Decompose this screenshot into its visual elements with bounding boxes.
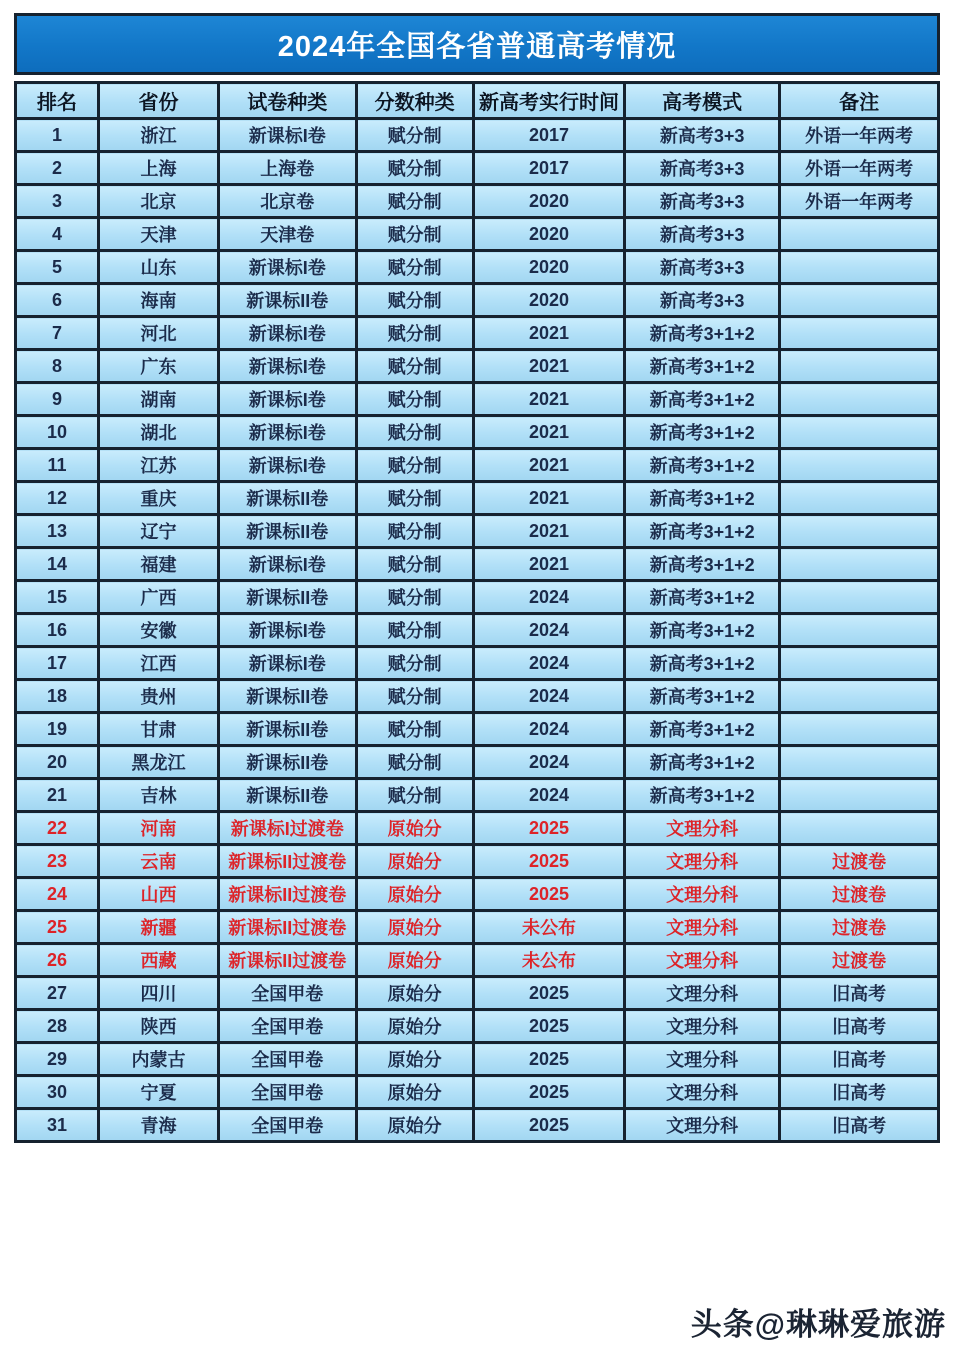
cell-note: 过渡卷 <box>780 911 939 944</box>
cell-note <box>780 515 939 548</box>
cell-paper: 新课标I卷 <box>219 449 357 482</box>
cell-paper: 新课标II卷 <box>219 581 357 614</box>
cell-mode: 新高考3+1+2 <box>625 383 780 416</box>
cell-province: 海南 <box>99 284 219 317</box>
cell-paper: 新课标I过渡卷 <box>219 812 357 845</box>
cell-province: 河北 <box>99 317 219 350</box>
column-header-rank: 排名 <box>16 83 99 119</box>
table-row <box>16 944 939 977</box>
cell-rank: 31 <box>16 1109 99 1142</box>
cell-province: 黑龙江 <box>99 746 219 779</box>
column-header-paper-type: 试卷种类 <box>219 83 357 119</box>
table-row <box>16 185 939 218</box>
cell-paper: 新课标I卷 <box>219 383 357 416</box>
table-row <box>16 218 939 251</box>
table-row <box>16 779 939 812</box>
cell-year: 2021 <box>473 383 624 416</box>
cell-rank: 10 <box>16 416 99 449</box>
cell-mode: 新高考3+1+2 <box>625 548 780 581</box>
cell-note <box>780 218 939 251</box>
cell-paper: 新课标I卷 <box>219 119 357 152</box>
table-row <box>16 977 939 1010</box>
cell-rank: 19 <box>16 713 99 746</box>
cell-year: 2024 <box>473 581 624 614</box>
cell-note <box>780 713 939 746</box>
cell-score: 赋分制 <box>356 647 473 680</box>
cell-mode: 新高考3+1+2 <box>625 647 780 680</box>
cell-mode: 新高考3+1+2 <box>625 779 780 812</box>
cell-year: 2017 <box>473 152 624 185</box>
cell-year: 2025 <box>473 1076 624 1109</box>
column-header-mode: 高考模式 <box>625 83 780 119</box>
cell-note <box>780 317 939 350</box>
table-body <box>16 119 939 1142</box>
cell-paper: 新课标II卷 <box>219 482 357 515</box>
cell-paper: 新课标II过渡卷 <box>219 944 357 977</box>
header-row <box>16 83 939 119</box>
cell-note <box>780 581 939 614</box>
cell-province: 甘肃 <box>99 713 219 746</box>
table-row <box>16 284 939 317</box>
cell-score: 赋分制 <box>356 581 473 614</box>
cell-province: 山东 <box>99 251 219 284</box>
cell-paper: 新课标I卷 <box>219 647 357 680</box>
cell-score: 赋分制 <box>356 317 473 350</box>
cell-mode: 新高考3+1+2 <box>625 515 780 548</box>
cell-year: 2021 <box>473 449 624 482</box>
cell-mode: 新高考3+1+2 <box>625 416 780 449</box>
cell-score: 原始分 <box>356 944 473 977</box>
cell-score: 赋分制 <box>356 779 473 812</box>
cell-note: 外语一年两考 <box>780 119 939 152</box>
cell-score: 原始分 <box>356 1010 473 1043</box>
cell-province: 新疆 <box>99 911 219 944</box>
cell-score: 原始分 <box>356 1076 473 1109</box>
cell-year: 2024 <box>473 713 624 746</box>
table-row <box>16 383 939 416</box>
cell-note <box>780 812 939 845</box>
cell-province: 四川 <box>99 977 219 1010</box>
cell-paper: 全国甲卷 <box>219 1076 357 1109</box>
table-row <box>16 482 939 515</box>
cell-paper: 新课标I卷 <box>219 548 357 581</box>
cell-score: 原始分 <box>356 911 473 944</box>
column-header-note: 备注 <box>780 83 939 119</box>
cell-province: 山西 <box>99 878 219 911</box>
table-header <box>16 83 939 119</box>
cell-rank: 8 <box>16 350 99 383</box>
cell-note <box>780 614 939 647</box>
cell-paper: 新课标II过渡卷 <box>219 878 357 911</box>
table-row <box>16 1109 939 1142</box>
cell-score: 赋分制 <box>356 251 473 284</box>
cell-rank: 7 <box>16 317 99 350</box>
cell-mode: 新高考3+1+2 <box>625 746 780 779</box>
cell-year: 2017 <box>473 119 624 152</box>
cell-score: 赋分制 <box>356 416 473 449</box>
cell-mode: 新高考3+1+2 <box>625 581 780 614</box>
column-header-province: 省份 <box>99 83 219 119</box>
cell-paper: 北京卷 <box>219 185 357 218</box>
gaokao-table <box>14 81 940 1143</box>
table-row <box>16 647 939 680</box>
cell-mode: 文理分科 <box>625 944 780 977</box>
cell-province: 福建 <box>99 548 219 581</box>
cell-paper: 全国甲卷 <box>219 1010 357 1043</box>
cell-score: 赋分制 <box>356 713 473 746</box>
cell-rank: 6 <box>16 284 99 317</box>
cell-paper: 新课标II卷 <box>219 515 357 548</box>
cell-rank: 24 <box>16 878 99 911</box>
cell-year: 2024 <box>473 647 624 680</box>
cell-paper: 新课标I卷 <box>219 317 357 350</box>
cell-mode: 新高考3+3 <box>625 119 780 152</box>
cell-mode: 文理分科 <box>625 1076 780 1109</box>
cell-mode: 文理分科 <box>625 1043 780 1076</box>
cell-rank: 25 <box>16 911 99 944</box>
cell-paper: 新课标II过渡卷 <box>219 845 357 878</box>
cell-score: 赋分制 <box>356 515 473 548</box>
table-row <box>16 350 939 383</box>
cell-mode: 新高考3+1+2 <box>625 614 780 647</box>
cell-year: 2020 <box>473 185 624 218</box>
cell-mode: 新高考3+1+2 <box>625 449 780 482</box>
table-row <box>16 581 939 614</box>
cell-score: 赋分制 <box>356 350 473 383</box>
cell-paper: 新课标I卷 <box>219 416 357 449</box>
cell-mode: 新高考3+1+2 <box>625 680 780 713</box>
cell-note <box>780 647 939 680</box>
cell-score: 赋分制 <box>356 614 473 647</box>
cell-rank: 11 <box>16 449 99 482</box>
table-row <box>16 746 939 779</box>
cell-score: 赋分制 <box>356 680 473 713</box>
cell-paper: 新课标II卷 <box>219 779 357 812</box>
table-row <box>16 416 939 449</box>
cell-note: 外语一年两考 <box>780 185 939 218</box>
cell-year: 未公布 <box>473 944 624 977</box>
cell-rank: 17 <box>16 647 99 680</box>
cell-province: 江西 <box>99 647 219 680</box>
cell-rank: 16 <box>16 614 99 647</box>
cell-year: 2021 <box>473 317 624 350</box>
cell-mode: 新高考3+3 <box>625 152 780 185</box>
table-row <box>16 548 939 581</box>
cell-province: 重庆 <box>99 482 219 515</box>
cell-note <box>780 251 939 284</box>
cell-mode: 文理分科 <box>625 812 780 845</box>
cell-score: 赋分制 <box>356 152 473 185</box>
cell-score: 原始分 <box>356 977 473 1010</box>
cell-score: 赋分制 <box>356 746 473 779</box>
cell-province: 吉林 <box>99 779 219 812</box>
cell-score: 赋分制 <box>356 218 473 251</box>
cell-paper: 新课标II过渡卷 <box>219 911 357 944</box>
table-row <box>16 515 939 548</box>
cell-year: 2025 <box>473 1010 624 1043</box>
cell-note <box>780 779 939 812</box>
cell-note <box>780 482 939 515</box>
cell-mode: 文理分科 <box>625 1010 780 1043</box>
cell-note <box>780 548 939 581</box>
cell-mode: 文理分科 <box>625 977 780 1010</box>
cell-year: 2021 <box>473 350 624 383</box>
cell-province: 云南 <box>99 845 219 878</box>
cell-rank: 2 <box>16 152 99 185</box>
cell-rank: 12 <box>16 482 99 515</box>
cell-paper: 上海卷 <box>219 152 357 185</box>
table-row <box>16 614 939 647</box>
cell-note: 旧高考 <box>780 1076 939 1109</box>
cell-year: 2024 <box>473 680 624 713</box>
cell-note <box>780 449 939 482</box>
cell-rank: 5 <box>16 251 99 284</box>
cell-year: 2024 <box>473 779 624 812</box>
cell-mode: 新高考3+1+2 <box>625 482 780 515</box>
cell-mode: 新高考3+1+2 <box>625 317 780 350</box>
cell-paper: 新课标I卷 <box>219 350 357 383</box>
cell-province: 上海 <box>99 152 219 185</box>
cell-rank: 27 <box>16 977 99 1010</box>
cell-note <box>780 680 939 713</box>
cell-score: 赋分制 <box>356 482 473 515</box>
table-row <box>16 152 939 185</box>
cell-year: 2025 <box>473 812 624 845</box>
cell-province: 西藏 <box>99 944 219 977</box>
cell-province: 陕西 <box>99 1010 219 1043</box>
cell-province: 河南 <box>99 812 219 845</box>
cell-year: 2020 <box>473 218 624 251</box>
cell-rank: 4 <box>16 218 99 251</box>
cell-year: 2025 <box>473 1109 624 1142</box>
cell-province: 贵州 <box>99 680 219 713</box>
cell-note: 旧高考 <box>780 1043 939 1076</box>
cell-note <box>780 284 939 317</box>
cell-note: 旧高考 <box>780 1010 939 1043</box>
table-row <box>16 878 939 911</box>
cell-province: 北京 <box>99 185 219 218</box>
table-row <box>16 317 939 350</box>
cell-paper: 新课标II卷 <box>219 713 357 746</box>
cell-year: 2021 <box>473 416 624 449</box>
cell-score: 赋分制 <box>356 185 473 218</box>
cell-province: 广西 <box>99 581 219 614</box>
table-row <box>16 680 939 713</box>
cell-score: 赋分制 <box>356 284 473 317</box>
column-header-start-year: 新高考实行时间 <box>473 83 624 119</box>
cell-mode: 文理分科 <box>625 845 780 878</box>
cell-note <box>780 350 939 383</box>
cell-province: 江苏 <box>99 449 219 482</box>
cell-paper: 新课标I卷 <box>219 251 357 284</box>
cell-paper: 新课标II卷 <box>219 746 357 779</box>
cell-score: 赋分制 <box>356 548 473 581</box>
cell-score: 赋分制 <box>356 383 473 416</box>
cell-mode: 新高考3+3 <box>625 284 780 317</box>
cell-province: 湖南 <box>99 383 219 416</box>
cell-score: 原始分 <box>356 1043 473 1076</box>
cell-score: 赋分制 <box>356 119 473 152</box>
watermark: 头条@琳琳爱旅游 <box>690 1307 946 1342</box>
cell-paper: 全国甲卷 <box>219 1043 357 1076</box>
cell-province: 内蒙古 <box>99 1043 219 1076</box>
cell-paper: 新课标I卷 <box>219 614 357 647</box>
cell-score: 赋分制 <box>356 449 473 482</box>
cell-rank: 1 <box>16 119 99 152</box>
cell-score: 原始分 <box>356 1109 473 1142</box>
table-row <box>16 119 939 152</box>
cell-mode: 新高考3+1+2 <box>625 350 780 383</box>
cell-mode: 文理分科 <box>625 1109 780 1142</box>
cell-province: 湖北 <box>99 416 219 449</box>
cell-score: 原始分 <box>356 878 473 911</box>
cell-year: 未公布 <box>473 911 624 944</box>
cell-mode: 文理分科 <box>625 878 780 911</box>
cell-rank: 30 <box>16 1076 99 1109</box>
cell-rank: 21 <box>16 779 99 812</box>
cell-rank: 3 <box>16 185 99 218</box>
cell-year: 2025 <box>473 977 624 1010</box>
cell-year: 2021 <box>473 548 624 581</box>
cell-paper: 全国甲卷 <box>219 977 357 1010</box>
cell-rank: 22 <box>16 812 99 845</box>
cell-mode: 新高考3+3 <box>625 185 780 218</box>
cell-year: 2024 <box>473 614 624 647</box>
table-row <box>16 251 939 284</box>
table-row <box>16 1043 939 1076</box>
cell-rank: 26 <box>16 944 99 977</box>
table-row <box>16 911 939 944</box>
cell-rank: 13 <box>16 515 99 548</box>
cell-year: 2025 <box>473 845 624 878</box>
cell-province: 广东 <box>99 350 219 383</box>
column-header-score-type: 分数种类 <box>356 83 473 119</box>
table-row <box>16 449 939 482</box>
cell-rank: 15 <box>16 581 99 614</box>
cell-province: 辽宁 <box>99 515 219 548</box>
cell-mode: 新高考3+3 <box>625 218 780 251</box>
cell-rank: 29 <box>16 1043 99 1076</box>
table-row <box>16 713 939 746</box>
cell-province: 浙江 <box>99 119 219 152</box>
cell-province: 宁夏 <box>99 1076 219 1109</box>
cell-paper: 全国甲卷 <box>219 1109 357 1142</box>
cell-note: 过渡卷 <box>780 845 939 878</box>
cell-note <box>780 746 939 779</box>
cell-note: 旧高考 <box>780 977 939 1010</box>
cell-province: 青海 <box>99 1109 219 1142</box>
table-row <box>16 1010 939 1043</box>
cell-province: 天津 <box>99 218 219 251</box>
page-title: 2024年全国各省普通高考情况 <box>14 13 940 75</box>
cell-year: 2024 <box>473 746 624 779</box>
cell-mode: 新高考3+1+2 <box>625 713 780 746</box>
cell-year: 2020 <box>473 251 624 284</box>
cell-paper: 新课标II卷 <box>219 284 357 317</box>
cell-year: 2025 <box>473 878 624 911</box>
cell-year: 2021 <box>473 515 624 548</box>
cell-rank: 23 <box>16 845 99 878</box>
cell-note: 外语一年两考 <box>780 152 939 185</box>
cell-rank: 14 <box>16 548 99 581</box>
cell-year: 2021 <box>473 482 624 515</box>
table-row <box>16 1076 939 1109</box>
cell-rank: 9 <box>16 383 99 416</box>
cell-paper: 天津卷 <box>219 218 357 251</box>
cell-rank: 28 <box>16 1010 99 1043</box>
cell-paper: 新课标II卷 <box>219 680 357 713</box>
cell-score: 原始分 <box>356 845 473 878</box>
cell-note <box>780 416 939 449</box>
cell-note: 过渡卷 <box>780 944 939 977</box>
table-row <box>16 812 939 845</box>
cell-year: 2020 <box>473 284 624 317</box>
table-row <box>16 845 939 878</box>
cell-year: 2025 <box>473 1043 624 1076</box>
cell-mode: 新高考3+3 <box>625 251 780 284</box>
cell-note: 旧高考 <box>780 1109 939 1142</box>
cell-province: 安徽 <box>99 614 219 647</box>
cell-note <box>780 383 939 416</box>
cell-mode: 文理分科 <box>625 911 780 944</box>
cell-rank: 20 <box>16 746 99 779</box>
cell-score: 原始分 <box>356 812 473 845</box>
cell-rank: 18 <box>16 680 99 713</box>
cell-note: 过渡卷 <box>780 878 939 911</box>
